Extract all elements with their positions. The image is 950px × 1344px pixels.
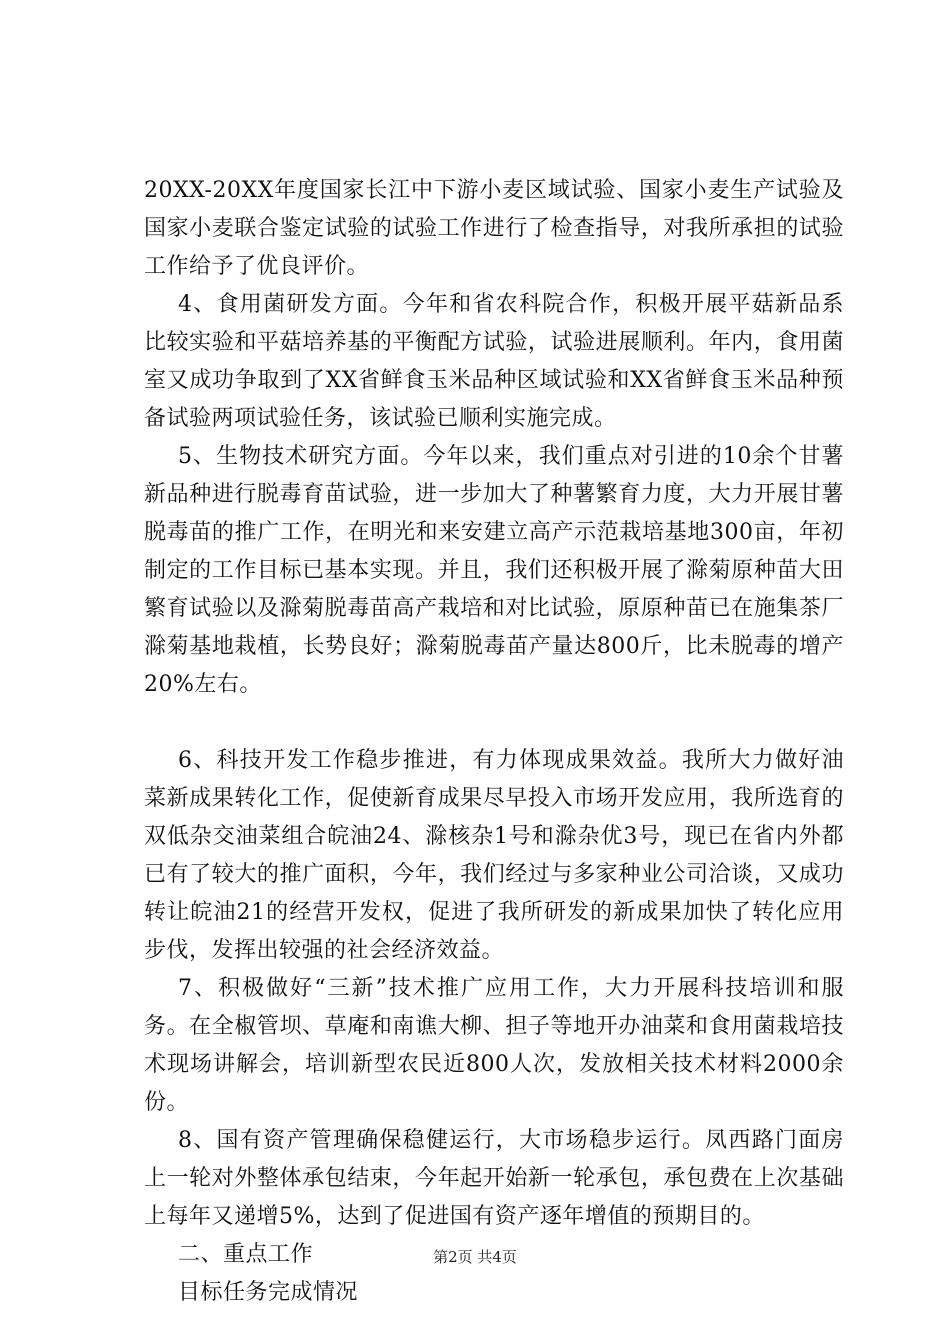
document-body [144, 172, 844, 1312]
section-heading-key-work: 二、重点工作 [178, 1242, 314, 1267]
paragraph-state-assets: 8、国有资产管理确保稳健运行，大市场稳步运行。凤西路门面房上一轮对外整体承包结束，今年起开始新一轮承包，承包费在上次基础上每年又递增5%，达到了促进国有资产逐年增值的预期目的。 [144, 1128, 844, 1229]
page-number-footer: 第2页 共4页 [433, 1248, 517, 1266]
paragraph-tech-promotion: 7、积极做好“三新”技术推广应用工作，大力开展科技培训和服务。在全椒管坝、草庵和南谯大柳、担子等地开办油菜和食用菌栽培技术现场讲解会，培训新型农民近800人次，发放相关技术材料2000余份。 [144, 976, 844, 1115]
paragraph-biotech: 5、生物技术研究方面。今年以来，我们重点对引进的10余个甘薯新品种进行脱毒育苗试验，进一步加大了种薯繁育力度，大力开展甘薯脱毒苗的推广工作，在明光和来安建立高产示范栽培基地300亩，年初制定的工作目标已基本实现。并且，我们还积极开展了滁菊原种苗大田繁育试验以及滁菊脱毒苗高产栽培和对比试验，原原种苗已在施集茶厂滁菊基地栽植，长势良好；滁菊脱毒苗产量达800斤，比未脱毒的增产20%左右。 [144, 444, 844, 697]
paragraph-continuation: 20XX-20XX年度国家长江中下游小麦区域试验、国家小麦生产试验及国家小麦联合鉴定试验的试验工作进行了检查指导，对我所承担的试验工作给予了优良评价。 [144, 178, 844, 279]
paragraph-edible-fungi: 4、食用菌研发方面。今年和省农科院合作，积极开展平菇新品系比较实验和平菇培养基的平衡配方试验，试验进展顺利。年内，食用菌室又成功争取到了XX省鲜食玉米品种区域试验和XX省鲜食玉米品种预备试验两项试验任务，该试验已顺利实施完成。 [144, 292, 844, 431]
paragraph-tech-development: 6、科技开发工作稳步推进，有力体现成果效益。我所大力做好油菜新成果转化工作，促使新育成果尽早投入市场开发应用，我所选育的双低杂交油菜组合皖油24、滁核杂1号和滁杂优3号，现已在省内外都已有了较大的推广面积，今年，我们经过与多家种业公司洽谈，又成功转让皖油21的经营开发权，促进了我所研发的新成果加快了转化应用步伐，发挥出较强的社会经济效益。 [144, 748, 844, 963]
subheading-target-tasks: 目标任务完成情况 [178, 1280, 359, 1305]
